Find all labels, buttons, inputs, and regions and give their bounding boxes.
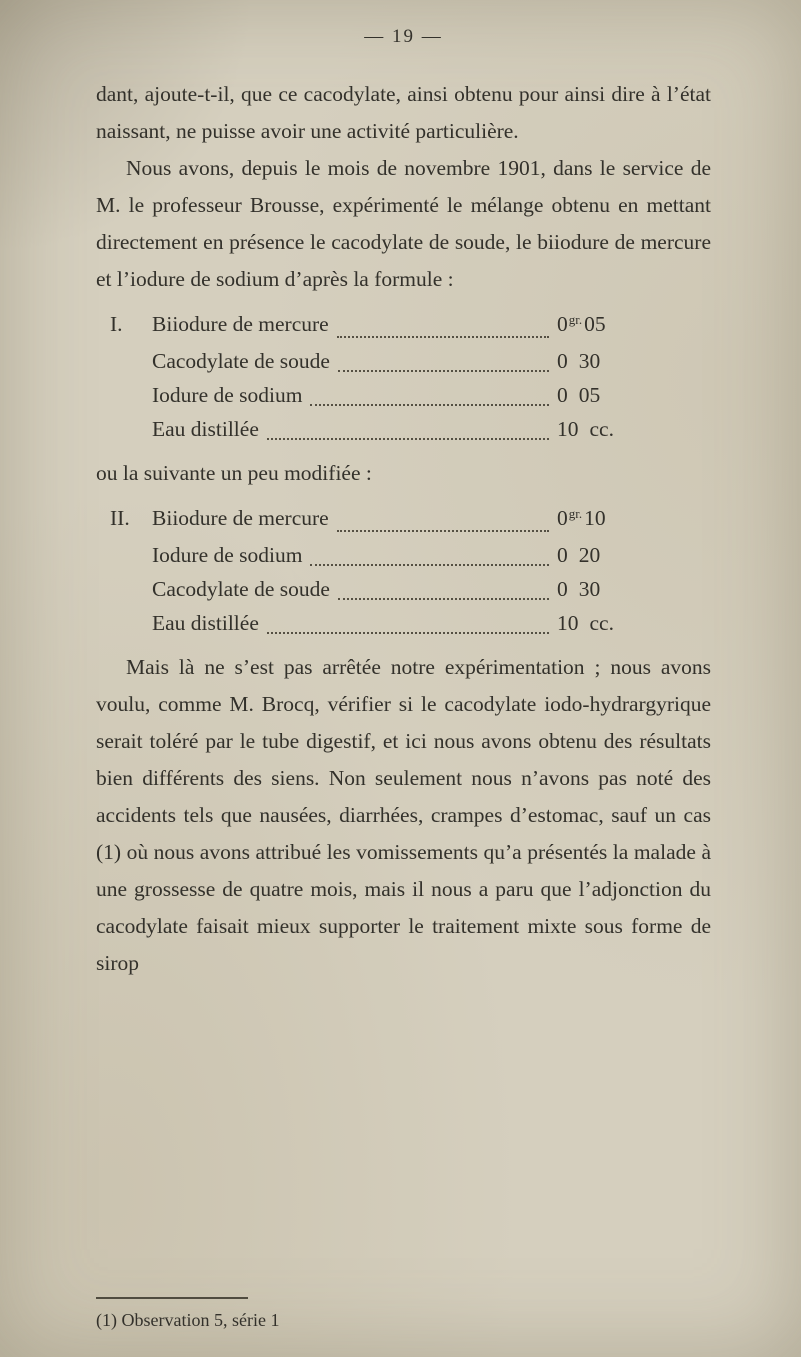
dot-leader [310,404,549,406]
value-unit-superscript: gr. [568,312,583,327]
value-decimal: 10 [584,506,606,530]
paragraph-formula-intro: Nous avons, depuis le mois de novembre 1901, dans le service de M. le professeur Brousse, expérimenté le mélange obtenu en mettant directement en présence le cacodylate de soude, le biiodure de mercure et l’iodure de sodium d’après la formule : [96,156,711,291]
value-decimal: 30 [578,349,601,373]
ingredient-value [557,344,653,378]
formula-2 [110,501,711,640]
dot-leader [267,438,549,440]
dot-leader [310,564,549,566]
ingredient-value [557,378,653,412]
formula-row [110,344,653,378]
ingredient-label: Eau distillée [152,417,259,441]
value-main: 10 [557,611,579,635]
footnote [96,1297,711,1331]
paragraph-continuation: dant, ajoute-t-il, que ce cacodylate, ainsi obtenu pour ainsi dire à l’état naissant, ne puisse avoir une activité particulière. [96,82,711,143]
value-main: 0 [557,383,568,407]
value-main: 0 [557,543,568,567]
ingredient-value [557,412,653,446]
paragraph-results: Mais là ne s’est pas arrêtée notre expérimentation ; nous avons voulu, comme M. Brocq, vérifier si le cacodylate iodo-hydrargyrique serait toléré par le tube digestif, et ici nous avons obtenu des résultats bien différents des siens. Non seulement nous n’avons pas noté des accidents tels que nausées, diarrhées, crampes d’estomac, sauf un cas (1) où nous avons attribué les vomissements qu’a présentés la malade à une grossesse de quatre mois, mais il nous a paru que l’adjonction du cacodylate faisait mieux supporter le traitement mixte sous forme de sirop [96,655,711,975]
formula-numeral: II. [110,506,130,530]
ingredient-label: Iodure de sodium [152,543,303,567]
footnote-rule [96,1297,248,1299]
dot-leader [267,632,549,634]
formula-row [110,538,653,572]
formula-1 [110,307,711,446]
value-unit-superscript: gr. [568,506,583,521]
value-main: 0 [557,349,568,373]
value-main: 0 [557,506,568,530]
ingredient-value [557,501,653,538]
value-decimal: cc. [589,417,614,441]
ingredient-label: Iodure de sodium [152,383,303,407]
value-decimal: 05 [584,312,606,336]
ingredient-label: Biiodure de mercure [152,506,329,530]
paragraph-interlude: ou la suivante un peu modifiée : [96,461,372,485]
dot-leader [338,598,549,600]
value-decimal: 05 [578,383,601,407]
ingredient-label: Eau distillée [152,611,259,635]
ingredient-value [557,606,653,640]
dot-leader [338,370,549,372]
value-main: 0 [557,577,568,601]
value-decimal: 20 [578,543,601,567]
value-decimal: cc. [589,611,614,635]
formula-row [110,378,653,412]
formula-numeral: I. [110,312,123,336]
ingredient-value [557,572,653,606]
footnote-text: (1) Observation 5, série 1 [96,1310,280,1330]
formula-row [110,606,653,640]
ingredient-label: Biiodure de mercure [152,312,329,336]
ingredient-value [557,538,653,572]
page-number: — 19 — [364,26,443,47]
ingredient-value [557,307,653,344]
formula-row [110,572,653,606]
ingredient-label: Cacodylate de soude [152,577,330,601]
dot-leader [337,336,549,338]
formula-row [110,412,653,446]
value-decimal: 30 [578,577,601,601]
dot-leader [337,530,549,532]
value-main: 0 [557,312,568,336]
formula-row [110,501,653,538]
value-main: 10 [557,417,579,441]
formula-row [110,307,653,344]
ingredient-label: Cacodylate de soude [152,349,330,373]
